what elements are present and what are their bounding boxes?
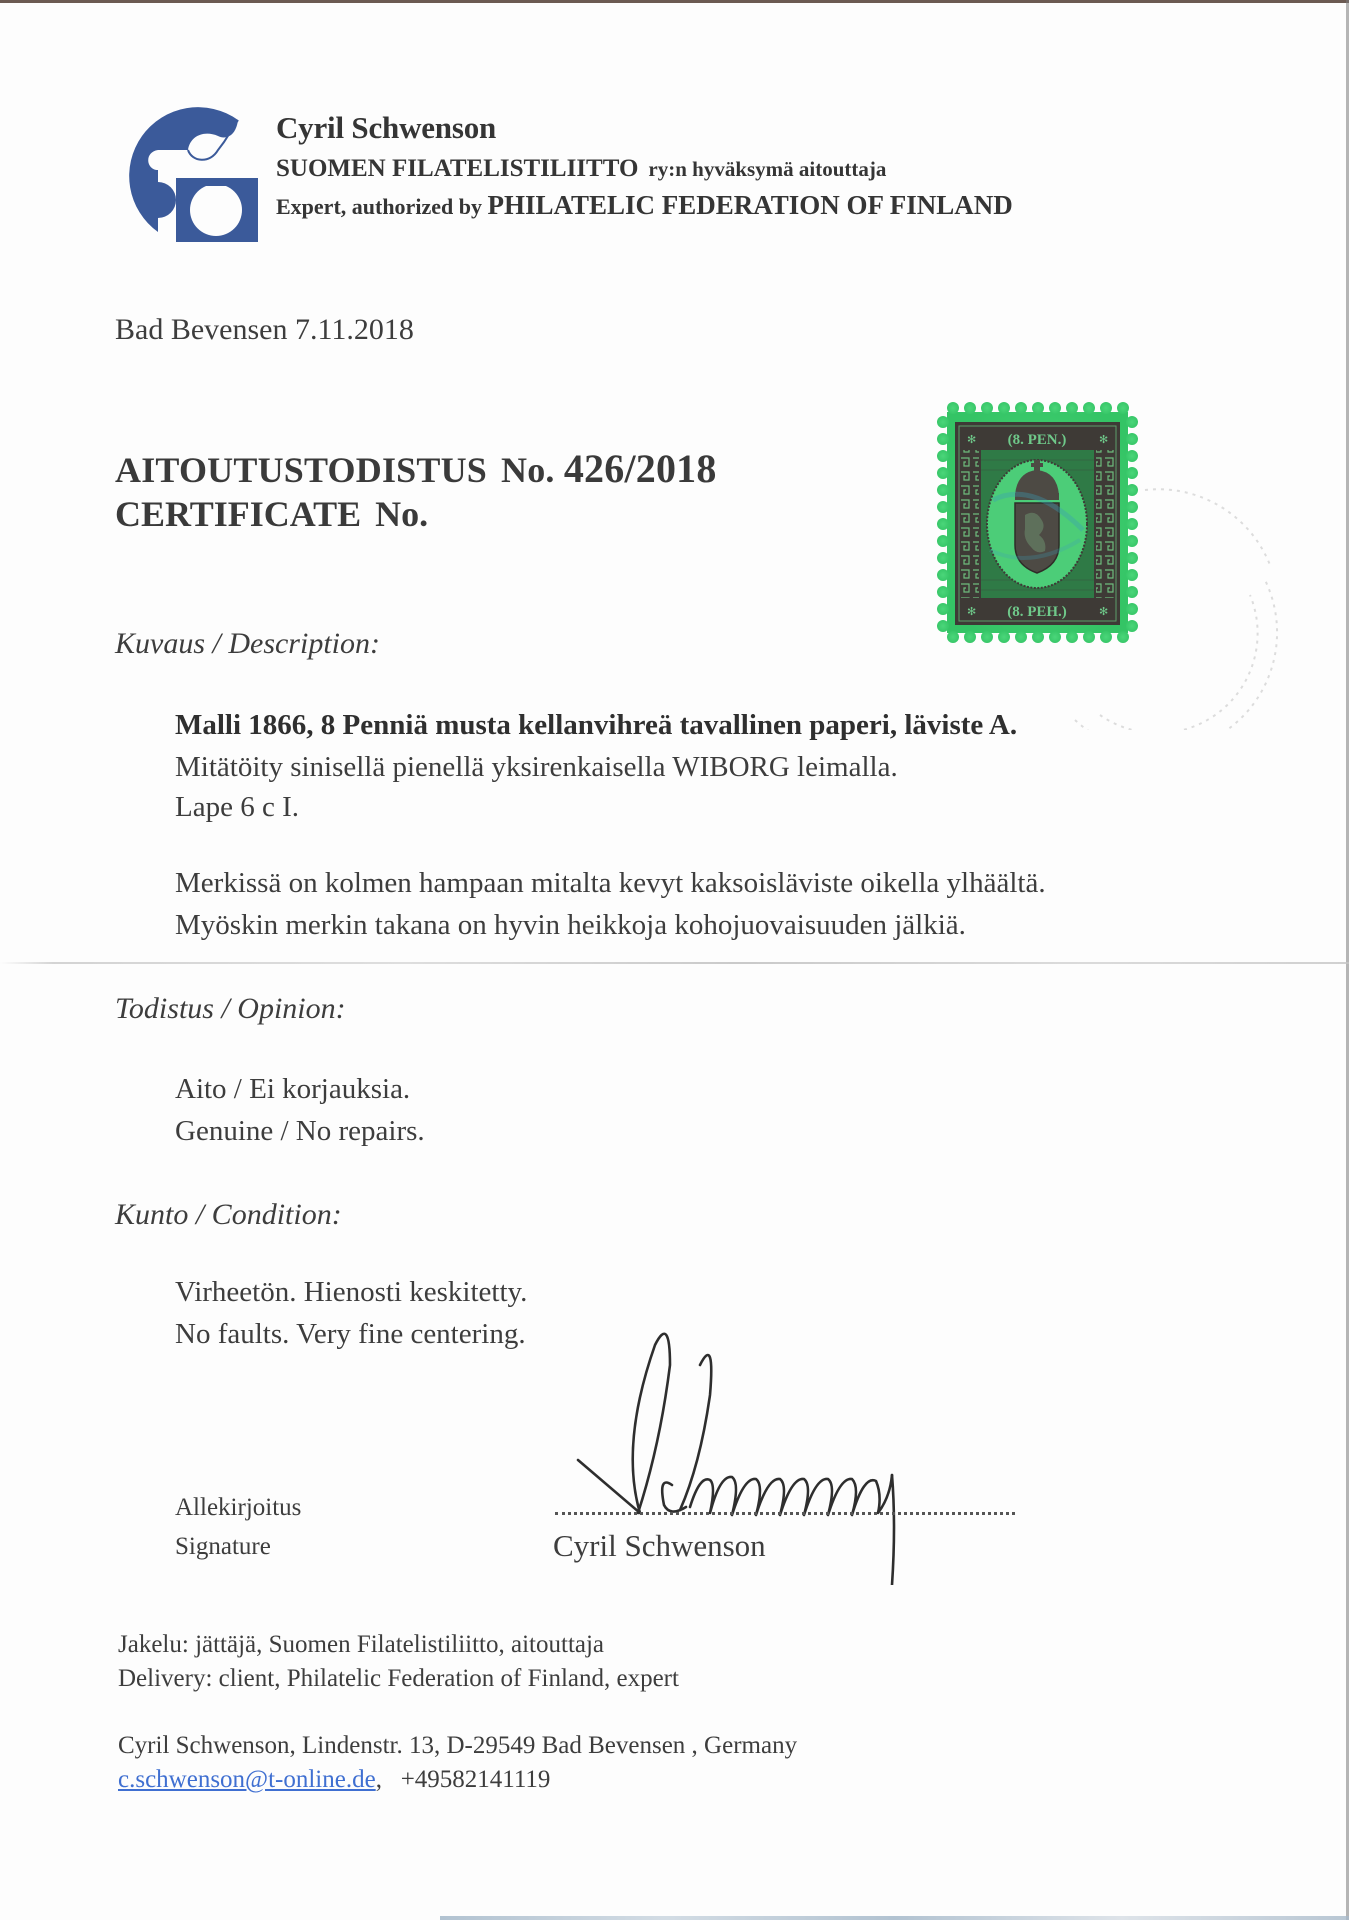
perforation-tooth [1015, 631, 1027, 643]
perforation-tooth [964, 402, 976, 414]
opinion-line-2: Genuine / No repairs. [175, 1115, 425, 1147]
description-line-4: Merkissä on kolmen hampaan mitalta kevyt kaksoisläviste oikella ylhäältä. [175, 867, 1046, 899]
perforation-tooth [1100, 402, 1112, 414]
certificate-title-fi [115, 445, 717, 492]
perforation-tooth [1126, 450, 1138, 462]
signature-dotted-line [555, 1512, 1015, 1515]
perforation-tooth [937, 518, 949, 530]
perforation-tooth [1083, 402, 1095, 414]
description-line-5: Myöskin merkin takana on hyvin heikkoja kohojuovaisuuden jälkiä. [175, 909, 966, 941]
opinion-line-1: Aito / Ei korjauksia. [175, 1073, 411, 1105]
svg-text:✻: ✻ [967, 434, 977, 446]
perforation-tooth [937, 501, 949, 513]
certificate-number: 426/2018 [563, 446, 717, 491]
contact-address: Cyril Schwenson, Lindenstr. 13, D-29549 Bad Bevensen , Germany [118, 1732, 798, 1759]
perforation-tooth [998, 402, 1010, 414]
title-en: CERTIFICATE [115, 494, 362, 534]
phone-number: +49582141119 [400, 1766, 551, 1793]
organization-suffix: ry:n hyväksymä aitouttaja [648, 157, 887, 181]
opinion-label: Todistus / Opinion: [115, 992, 346, 1025]
paper-top-edge [0, 0, 1349, 3]
condition-line-1: Virheetön. Hienosti keskitetty. [175, 1276, 528, 1308]
condition-line-2: No faults. Very fine centering. [175, 1318, 526, 1350]
authorization-line [276, 190, 1013, 221]
condition-label: Kunto / Condition: [115, 1198, 342, 1231]
authorization-prefix: Expert, authorized by [276, 194, 482, 219]
perforation-tooth [1126, 433, 1138, 445]
organization-name: SUOMEN FILATELISTILIITTO [276, 155, 639, 182]
perforation-tooth [1066, 402, 1078, 414]
perforation-tooth [937, 484, 949, 496]
signer-name: Cyril Schwenson [553, 1528, 766, 1563]
svg-text:✻: ✻ [1099, 434, 1109, 446]
perforation-tooth [937, 552, 949, 564]
perforation-tooth [937, 603, 949, 615]
federation-logo-icon [118, 100, 268, 242]
perforation-tooth [947, 631, 959, 643]
distribution-fi: Jakelu: jättäjä, Suomen Filatelistiliitto, aitouttaja [118, 1631, 605, 1658]
svg-text:✻: ✻ [1099, 606, 1109, 618]
perforation-tooth [1032, 631, 1044, 643]
stamp-bottom-inscription: (8. PEH.) [1007, 604, 1067, 620]
no-label-fi: No. [501, 450, 555, 490]
description-label: Kuvaus / Description: [115, 627, 380, 660]
authorization-org: PHILATELIC FEDERATION OF FINLAND [487, 190, 1013, 220]
perforation-tooth [937, 416, 949, 428]
perforation-tooth [1117, 402, 1129, 414]
perforation-tooth [998, 631, 1010, 643]
perforation-tooth [1015, 402, 1027, 414]
signature-label-en: Signature [175, 1533, 271, 1560]
perforation-tooth [937, 586, 949, 598]
perforation-tooth [937, 450, 949, 462]
embossed-seal [1055, 470, 1285, 730]
perforation-tooth [1049, 402, 1061, 414]
description-line-2: Mitätöity sinisellä pienellä yksirenkaisella WIBORG leimalla. [175, 751, 898, 783]
email-separator: , [375, 1766, 382, 1793]
perforation-tooth [1126, 416, 1138, 428]
perforation-tooth [937, 535, 949, 547]
perforation-tooth [937, 620, 949, 632]
no-label-en: No. [375, 494, 429, 534]
expert-name: Cyril Schwenson [276, 110, 497, 145]
svg-text:✻: ✻ [967, 606, 977, 618]
stamp-top-inscription: (8. PEN.) [1007, 432, 1067, 448]
perforation-tooth [981, 402, 993, 414]
place-date: Bad Bevensen 7.11.2018 [115, 313, 414, 346]
title-fi: AITOUTUSTODISTUS [115, 450, 488, 490]
perforation-tooth [937, 569, 949, 581]
email-link[interactable]: c.schwenson@t-online.de [118, 1766, 376, 1793]
organization-line [276, 155, 886, 183]
perforation-tooth [1032, 402, 1044, 414]
description-line-1: Malli 1866, 8 Penniä musta kellanvihreä tavallinen paperi, läviste A. [175, 709, 1018, 741]
paper-fold-line [0, 962, 1349, 964]
certificate-title-en [115, 493, 428, 535]
scan-bottom-strip [440, 1916, 1349, 1920]
signature-label-fi: Allekirjoitus [175, 1494, 302, 1521]
description-line-3: Lape 6 c I. [175, 791, 299, 823]
perforation-tooth [937, 467, 949, 479]
contact-line [118, 1766, 550, 1794]
perforation-tooth [964, 631, 976, 643]
distribution-en: Delivery: client, Philatelic Federation of Finland, expert [118, 1665, 679, 1692]
perforation-tooth [937, 433, 949, 445]
perforation-tooth [981, 631, 993, 643]
perforation-tooth [947, 402, 959, 414]
